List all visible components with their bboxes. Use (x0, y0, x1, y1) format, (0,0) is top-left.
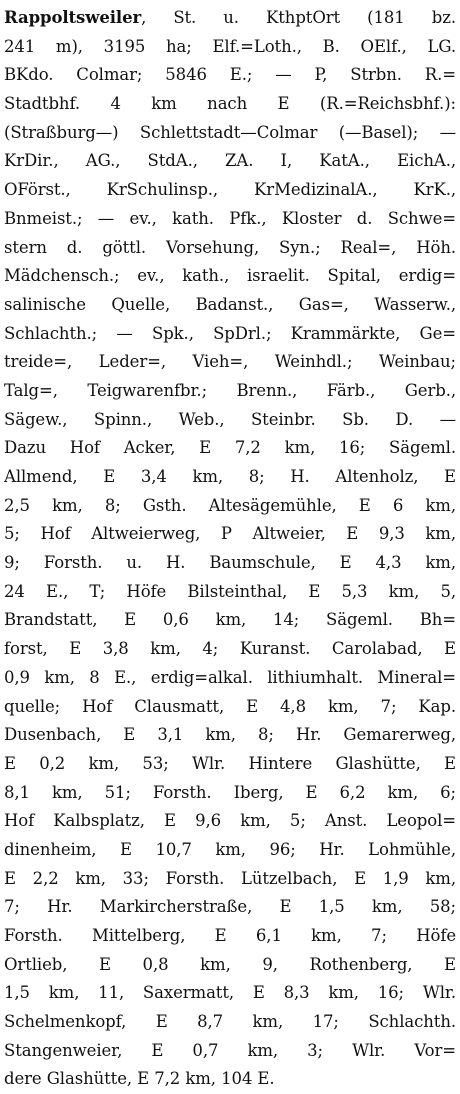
entry-line-text: , St. u. KthptOrt (181 bz. (141, 8, 456, 27)
entry-line: 7; Hr. Markircherstraße, E 1,5 km, 58; (4, 897, 456, 917)
entry-line: E 0,2 km, 53; Wlr. Hintere Glashütte, E (4, 753, 456, 773)
entry-line: 8,1 km, 51; Forsth. Iberg, E 6,2 km, 6; (4, 782, 456, 802)
entry-line: (Straßburg—) Schlettstadt—Colmar (—Basel); — (4, 122, 456, 142)
entry-line: treide=, Leder=, Vieh=, Weinhdl.; Weinbau; (4, 352, 456, 372)
entry-line: Mädchensch.; ev., kath., israelit. Spital, erdig= (4, 266, 456, 286)
entry-line: 241 m), 3195 ha; Elf.=Loth., B. OElf., LG. (4, 36, 456, 56)
entry-line: 9; Forsth. u. H. Baumschule, E 4,3 km, (4, 553, 456, 573)
entry-line: Stadtbhf. 4 km nach E (R.=Reichsbhf.): (4, 94, 456, 114)
entry-line: dinenheim, E 10,7 km, 96; Hr. Lohmühle, (4, 839, 456, 859)
entry-line: BKdo. Colmar; 5846 E.; — P, Strbn. R.= (4, 65, 456, 85)
entry-headword: Rappoltsweiler (4, 8, 142, 27)
entry-line: Hof Kalbsplatz, E 9,6 km, 5; Anst. Leopol= (4, 811, 456, 831)
entry-line: forst, E 3,8 km, 4; Kuranst. Carolabad, E (4, 639, 456, 659)
entry-line: Sägew., Spinn., Web., Steinbr. Sb. D. — (4, 409, 456, 429)
entry-line: 1,5 km, 11, Saxermatt, E 8,3 km, 16; Wlr. (4, 983, 456, 1003)
entry-line: 5; Hof Altweierweg, P Altweier, E 9,3 km, (4, 524, 456, 544)
entry-line: Dusenbach, E 3,1 km, 8; Hr. Gemarerweg, (4, 725, 456, 745)
entry-line: Brandstatt, E 0,6 km, 14; Sägeml. Bh= (4, 610, 456, 630)
entry-line: 2,5 km, 8; Gsth. Altesägemühle, E 6 km, (4, 495, 456, 515)
entry-line: Talg=, Teigwarenfbr.; Brenn., Färb., Gerb., (4, 380, 456, 400)
entry-line: stern d. göttl. Vorsehung, Syn.; Real=, Höh. (4, 237, 456, 257)
entry-line: quelle; Hof Clausmatt, E 4,8 km, 7; Kap. (4, 696, 456, 716)
entry-line: Bnmeist.; — ev., kath. Pfk., Kloster d. Schwe= (4, 208, 456, 228)
entry-line: Schelmenkopf, E 8,7 km, 17; Schlachth. (4, 1012, 456, 1032)
entry-line: dere Glashütte, E 7,2 km, 104 E. (4, 1069, 275, 1089)
entry-line: OFörst., KrSchulinsp., KrMedizinalA., KrK., (4, 180, 456, 200)
entry-line: 0,9 km, 8 E., erdig=alkal. lithiumhalt. Mineral= (4, 667, 456, 687)
entry-line: Stangenweier, E 0,7 km, 3; Wlr. Vor= (4, 1040, 456, 1060)
entry-line: Schlachth.; — Spk., SpDrl.; Krammärkte, Ge= (4, 323, 456, 343)
entry-line: Ortlieb, E 0,8 km, 9, Rothenberg, E (4, 954, 456, 974)
entry-line: KrDir., AG., StdA., ZA. I, KatA., EichA., (4, 151, 456, 171)
entry-line: Dazu Hof Acker, E 7,2 km, 16; Sägeml. (4, 438, 456, 458)
entry-line: salinische Quelle, Badanst., Gas=, Wasserw., (4, 294, 456, 314)
entry-line: 24 E., T; Höfe Bilsteinthal, E 5,3 km, 5, (4, 581, 456, 601)
entry-line: E 2,2 km, 33; Forsth. Lützelbach, E 1,9 km, (4, 868, 456, 888)
entry-line: Forsth. Mittelberg, E 6,1 km, 7; Höfe (4, 926, 456, 945)
entry-line (4, 4, 456, 33)
entry-line: Allmend, E 3,4 km, 8; H. Altenholz, E (4, 467, 456, 486)
